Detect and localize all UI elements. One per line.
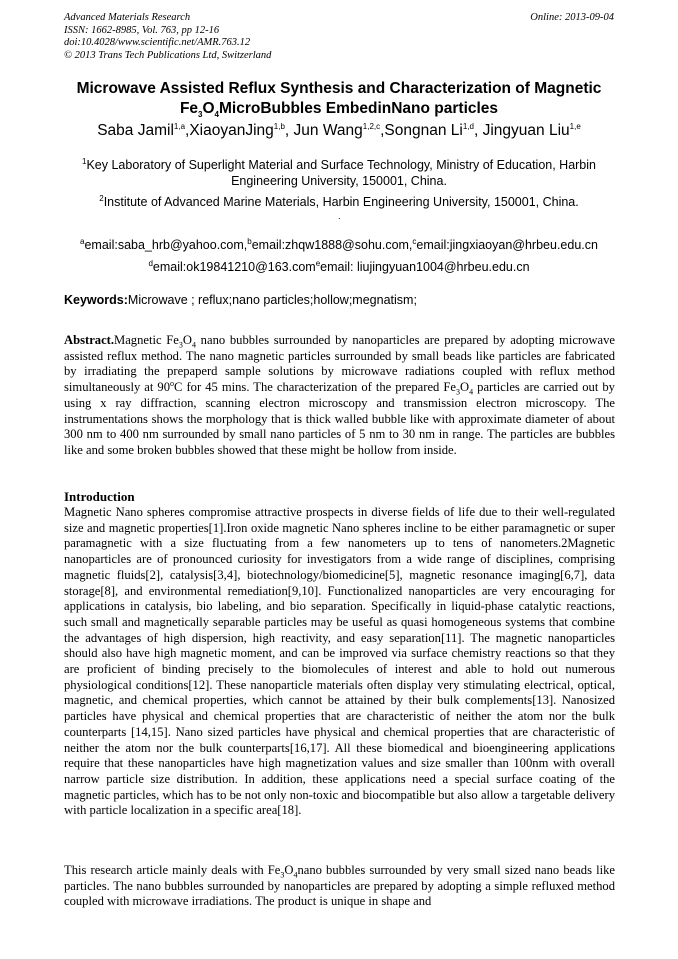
journal-name: Advanced Materials Research [64, 12, 191, 23]
author: XiaoyanJing$^{1,b}$, [189, 121, 294, 139]
introduction-paragraph-1: Magnetic Nano spheres compromise attractive prospects in diverse fields of life due to their well-regulated size and magnetic properties[1].Iron oxide magnetic Nano spheres incline to be either paramagnetic or super paramagnetic with a size fluctuating from a few nanometers up to tens of nanometers.2Magnetic nanoparticles are of pronounced curiosity for investigators from a wide range of disciplines, comprising magnetic fluids[2], catalysis[3,4], biotechnology/biomedicine[5], magnetic resonance imaging[6,7], data storage[8], and environmental remediation[9,10]. Functionalized nanoparticles are very encouraging for applications in catalysis, bio labeling, and bio separation. Specifically in liquid-phase catalytic reactions, such small and magnetically separable particles may be useful as quasi homogeneous systems that combine the advantages of high dispersion, high reactivity, and easy separation[11]. The magnetic nanoparticles should also have high magnetic moment, and can be improved via surface chemistry reactions so that they are proficient of binding precisely to the biomolecules of interest and able to hold out numerous physiological conditions[12]. These nanoparticle materials often display very stimulating electrical, optical, magnetic, and chemical properties, which cannot be attained by their bulk complements[13]. Nanosized particles have physical and chemical properties that are characteristic of neither the atom nor the bulk counterparts [14,15]. Nano sized particles have physical and chemical properties that are characteristic of neither the atom nor the bulk counterparts[16,17]. All these biomedical and bioengineering applications require that these nanoparticles have high magnetization values and size smaller than 100nm with overall narrow particle size distribution. In addition, these applications need a special surface coating of the magnetic particles, which has to be not only non-toxic and biocompatible but also allow a targetable delivery with particle localization in a specific area[18]. [64, 505, 615, 818]
introduction-heading: Introduction [64, 489, 135, 504]
journal-info [64, 12, 271, 62]
author: Jingyuan Liu$^{1,e}$ [482, 121, 581, 139]
email-line-1: $^a$email:saba_hrb@yahoo.com,$^b$email:zhqw1888@sohu.com,$^c$email:jingxiaoyan@hrbeu.edu.cn [80, 236, 598, 252]
author: Jun Wang$^{1,2,c}$, [293, 121, 385, 139]
title-line-2: $Fe_3O_4MicroBubbles$ EmbedinNano particles [179, 100, 499, 120]
introduction-paragraph-2: This research article mainly deals with $Fe_3O_4nano$ bubbles surrounded by very small sized nano beads like particles. The nano bubbles surrounded by nanoparticles are prepared by adopting a simple refluxed method coupled with microwave irradiations. The product is unique in shape and [64, 863, 615, 909]
abstract-label: Abstract. [64, 333, 115, 347]
affiliation-2: $^2$Institute of Advanced Marine Materials, Harbin Engineering University, 150001, China. [99, 193, 579, 209]
stray-dot: . [338, 211, 341, 221]
keywords [64, 293, 417, 307]
affiliation-1: $^1$Key Laboratory of Superlight Material and Surface Technology, Ministry of Education, Harbin Engineering University, 150001, China. [82, 156, 596, 188]
keywords-text: Microwave ; reflux;nano particles;hollow;megnatism; [127, 293, 417, 307]
keywords-label: Keywords: [64, 293, 128, 307]
abstract: Abstract.Magnetic $Fe_3O_4$ nano bubbles surrounded by nanoparticles are prepared by adopting microwave assisted reflux method. The nano magnetic particles surrounded by small beads like particles are fabricated by irradiating the prepaperd sample solutions by microwave radiations coupled with reflux method simultaneously at 90$^o$C for 45 mins. The characterization of the prepared $Fe_3O_4$ particles are carried out by using x ray diffraction, scanning electron microscopy and transmission electron microscopy. The instrumentations shows the morphology that is thick walled bubble like with approximate diameter of about 300 nm to 400 nm surrounded by small nano particles of 5 nm to 30 nm in range. The particles are bubbles like and some broken bubbles showed that these might be hollow from inside. [64, 333, 615, 457]
author-list [20, 122, 658, 140]
copyright: © 2013 Trans Tech Publications Ltd, Switzerland [64, 49, 272, 61]
title-line-1: Microwave Assisted Reflux Synthesis and Characterization of Magnetic [76, 80, 602, 97]
email-line-2: $^d$email:ok19841210@163.com$^e$email: liujingyuan1004@hrbeu.edu.cn [148, 258, 530, 274]
online-date: Online: 2013-09-04 [530, 12, 614, 23]
author: Saba Jamil$^{1,a}$, [97, 121, 190, 139]
author: Songnan Li$^{1,d}$, [384, 121, 483, 139]
doi: doi:10.4028/www.scientific.net/AMR.763.12 [64, 37, 251, 48]
paper-title [40, 79, 638, 119]
issn: ISSN: 1662-8985, Vol. 763, pp 12-16 [64, 24, 220, 36]
